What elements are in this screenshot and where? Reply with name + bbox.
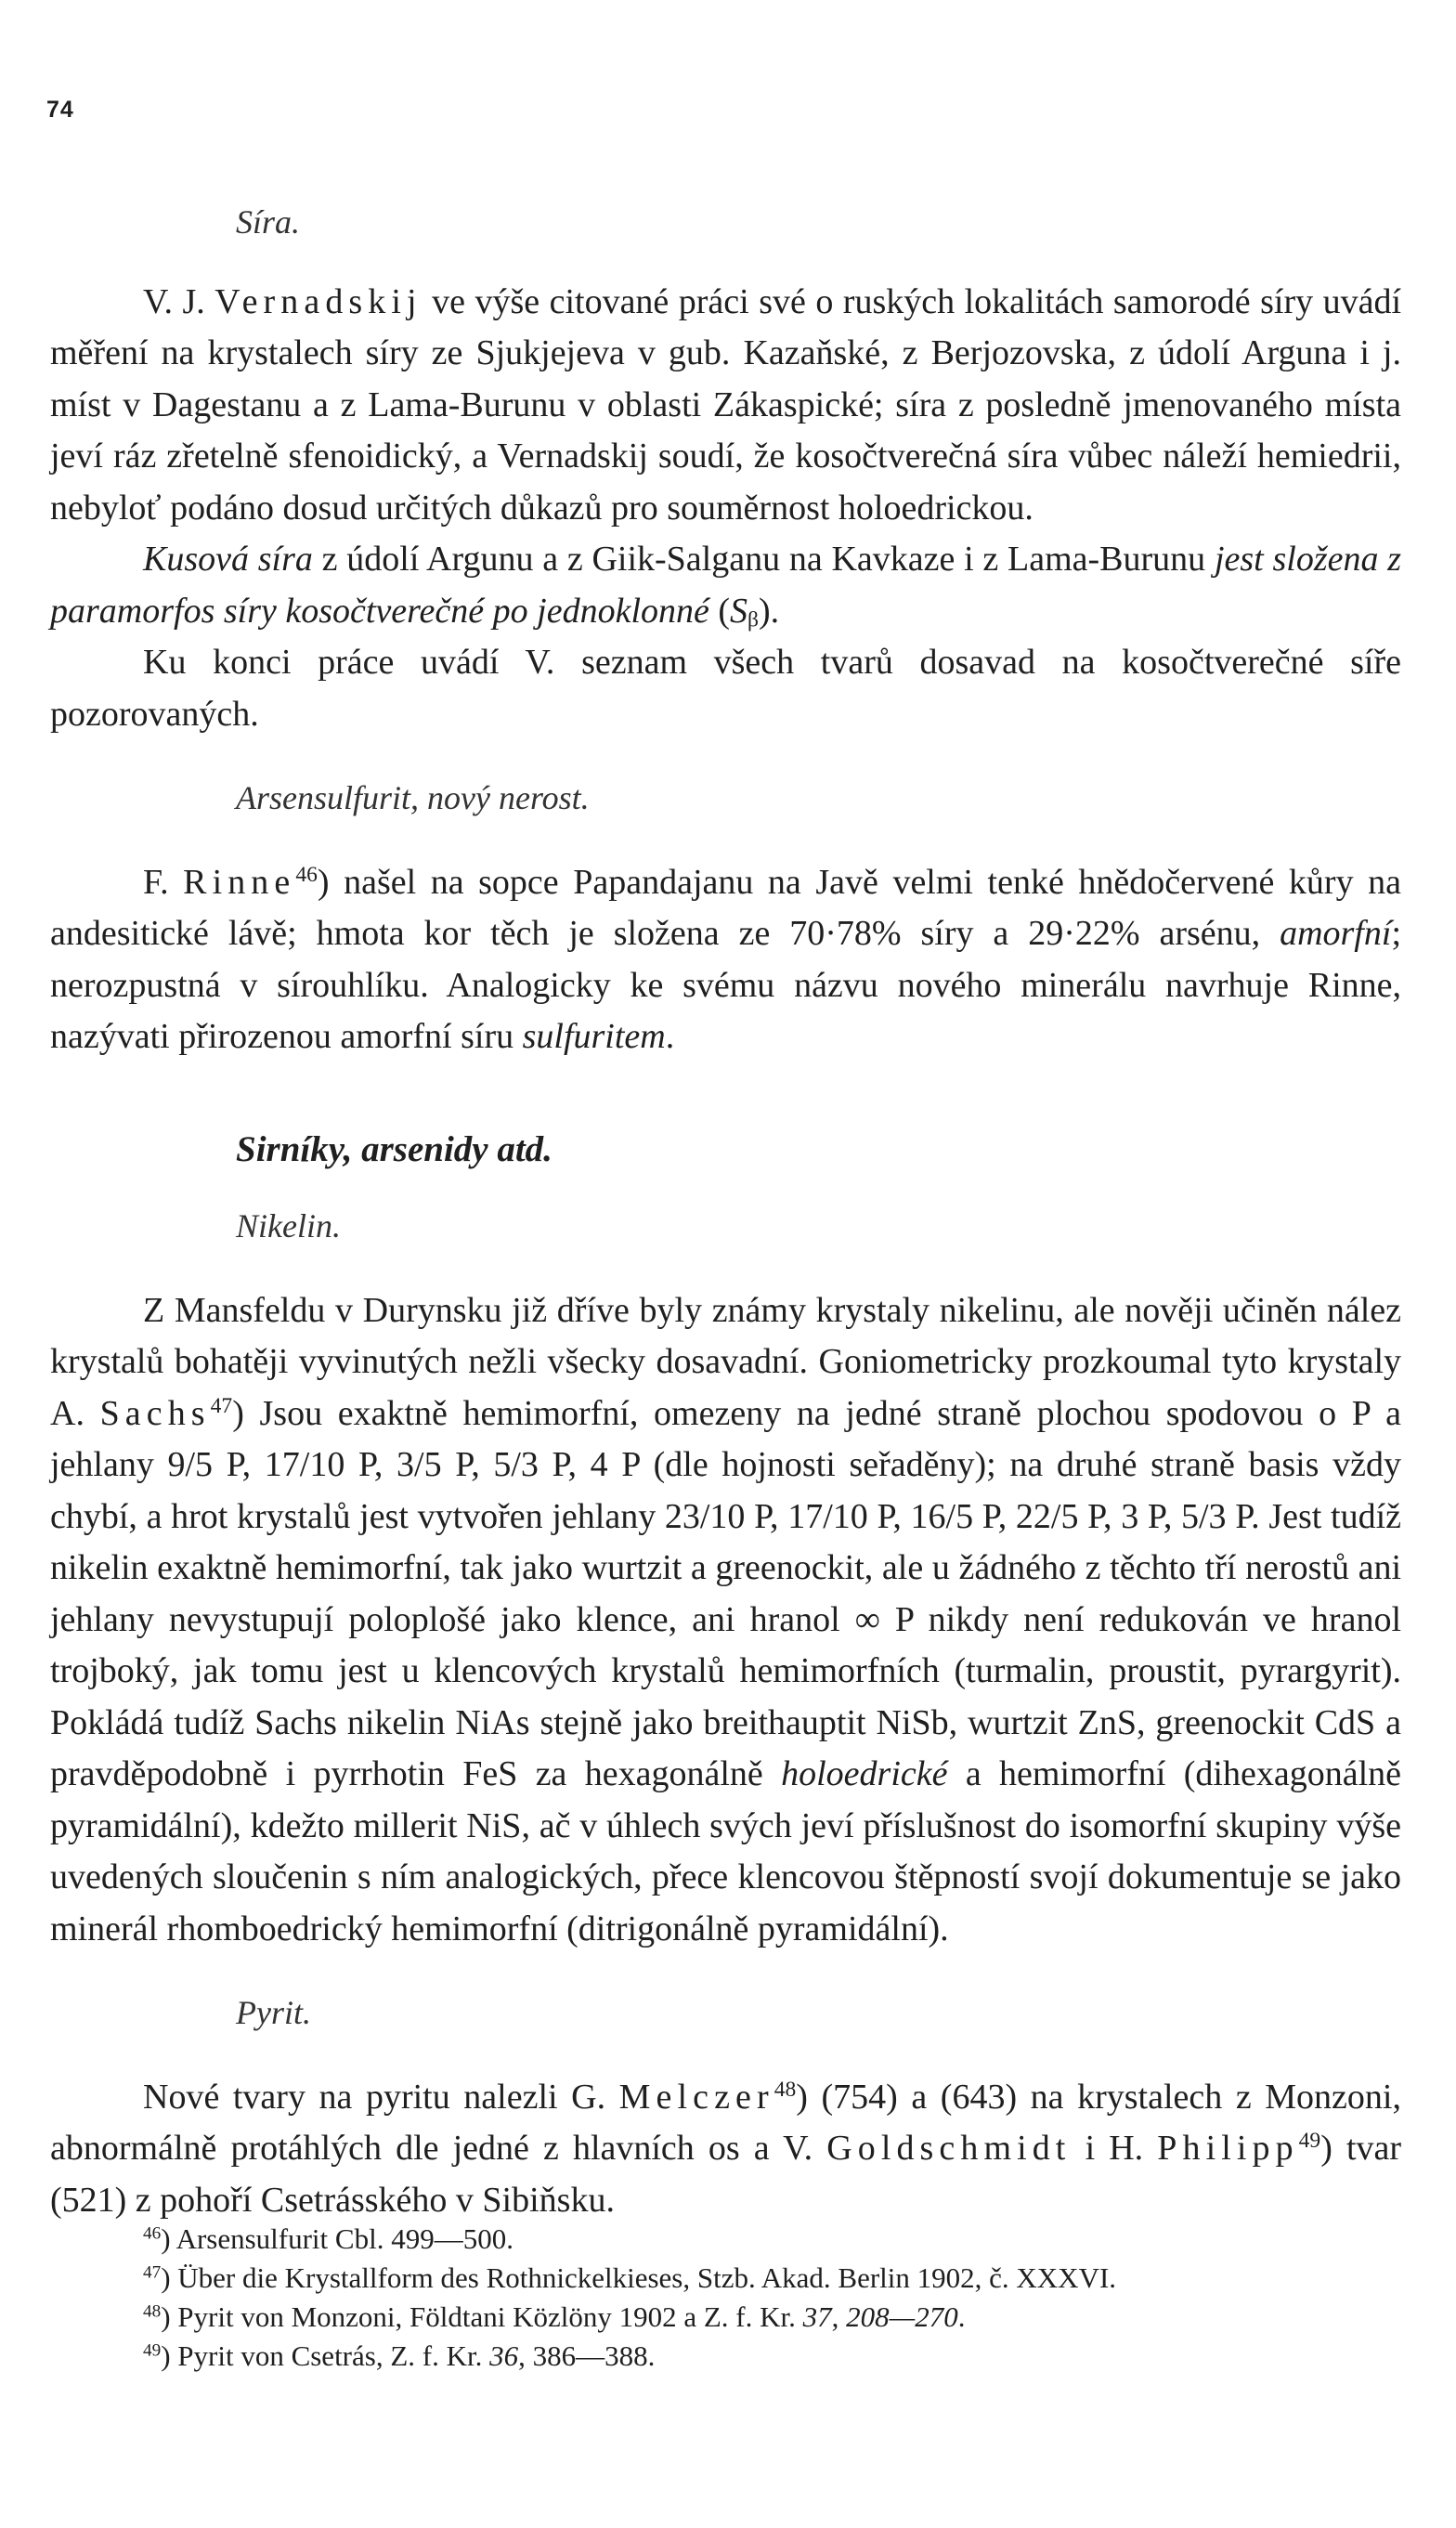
footnote-ref-48: 48	[774, 2077, 797, 2102]
author-rinne: Rinne	[183, 862, 296, 902]
paragraph-sira-3: Ku konci práce uvádí V. seznam všech tvarů dosavad na kosočtverečné síře pozorovaných.	[50, 643, 1401, 734]
page-number: 74	[46, 97, 74, 123]
footnote-ref-49: 49	[1298, 2129, 1321, 2154]
heading-pyrit: Pyrit.	[236, 1994, 311, 2031]
footnotes	[50, 2220, 1401, 2376]
paragraph-pyrit: Nové tvary na pyritu nalezli G. Melczer$^{48}$) (754) a (643) na krystalech z Monzoni, abnormálně protáhlých dle jedné z hlavních os a V. Goldschmidt i H. Philipp$^{49}$) tvar (521) z pohoří Csetrásského v Sibiňsku.	[50, 2077, 1402, 2220]
footnote-46: $^{46}$) Arsensulfurit Cbl. 499—500.	[143, 2222, 514, 2255]
section-title-sirniky: Sirníky, arsenidy atd.	[236, 1128, 552, 1169]
author-philipp: Philipp	[1157, 2129, 1299, 2168]
footnote-48: $^{48}$) Pyrit von Monzoni, Földtani Közlöny 1902 a Z. f. Kr. 37, 208—270.	[143, 2300, 966, 2333]
paragraph-sira-1: V. J. Vernadskij ve výše citované práci své o ruských lokalitách samorodé síry uvádí měření na krystalech síry ze Sjukjejeva v gub. Kazaňské, z Berjozovska, z údolí Arguna i j. míst v Dagestanu a z Lama-Burunu v oblasti Zákaspické; síra z posledně jmenovaného místa jeví ráz zřetelně sfenoidický, a Vernadskij soudí, že kosočtverečná síra vůbec náleží hemiedrii, nebyloť podáno dosud určitých důkazů pro souměrnost holoedrickou.	[50, 281, 1401, 528]
footnote-ref-47: 47	[210, 1393, 233, 1418]
author-melczer: Melczer	[618, 2077, 774, 2117]
page-body	[50, 197, 1401, 2226]
footnote-ref-46: 46	[295, 862, 318, 887]
heading-nikelin: Nikelin.	[236, 1207, 341, 1244]
footnote-49: $^{49}$) Pyrit von Csetrás, Z. f. Kr. 36, 386—388.	[143, 2339, 656, 2372]
heading-sira: Síra.	[236, 203, 301, 241]
paragraph-arsensulfurit: F. Rinne$^{46}$) našel na sopce Papandajanu na Javě velmi tenké hnědočervené kůry na andesitické lávě; hmota kor těch je složena ze 70·78% síry a 29·22% arsénu, amorfní; nerozpustná v sírouhlíku. Analogicky ke svému názvu nového minerálu navrhuje Rinne, nazývati přirozenou amorfní síru sulfuritem.	[50, 862, 1402, 1056]
paragraph-nikelin: Z Mansfeldu v Durynsku již dříve byly známy krystaly nikelinu, ale nověji učiněn nález krystalů bohatěji vyvinutých nežli všecky dosavadní. Goniometricky prozkoumal tyto krystaly A. Sachs$^{47}$) Jsou exaktně hemimorfní, omezeny na jedné straně plochou spodovou o P a jehlany 9/5 P, 17/10 P, 3/5 P, 5/3 P, 4 P (dle hojnosti seřaděny); na druhé straně basis vždy chybí, a hrot krystalů jest vytvořen jehlany 23/10 P, 17/10 P, 16/5 P, 22/5 P, 3 P, 5/3 P. Jest tudíž nikelin exaktně hemimorfní, tak jako wurtzit a greenockit, ale u žádného z těchto tří nerostů ani jehlany nevystupují poloplošé jako klence, ani hranol ∞ P nikdy není redukován ve hranol trojboký, jak tomu jest u klencových krystalů hemimorfních (turmalin, proustit, pyrargyrit). Pokládá tudíž Sachs nikelin NiAs stejně jako breithauptit NiSb, wurtzit ZnS, greenockit CdS a pravděpodobně i pyrrhotin FeS za hexagonálně holoedrické a hemimorfní (dihexagonálně pyramidální), kdežto millerit NiS, ač v úhlech svých jeví příslušnost do isomorfní skupiny výše uvedených sloučenin s ním analogických, přece klencovou štěpností svojí dokumentuje se jako minerál rhomboedrický hemimorfní (ditrigonálně pyramidální).	[50, 1290, 1402, 1948]
author-sachs: Sachs	[99, 1393, 211, 1433]
author-vernadskij: Vernadskij	[214, 281, 422, 321]
heading-arsensulfurit: Arsensulfurit, nový nerost.	[236, 779, 590, 816]
author-goldschmidt: Goldschmidt	[826, 2129, 1072, 2168]
paragraph-sira-2: Kusová síra z údolí Argunu a z Giik-Salganu na Kavkaze i z Lama-Burunu jest složena z paramorfos síry kosočtverečné po jednoklonné $(S_\beta)$.	[50, 540, 1402, 632]
footnote-47: $^{47}$) Über die Krystallform des Rothnickelkieses, Stzb. Akad. Berlin 1902, č. XXXVI.	[143, 2261, 1117, 2294]
